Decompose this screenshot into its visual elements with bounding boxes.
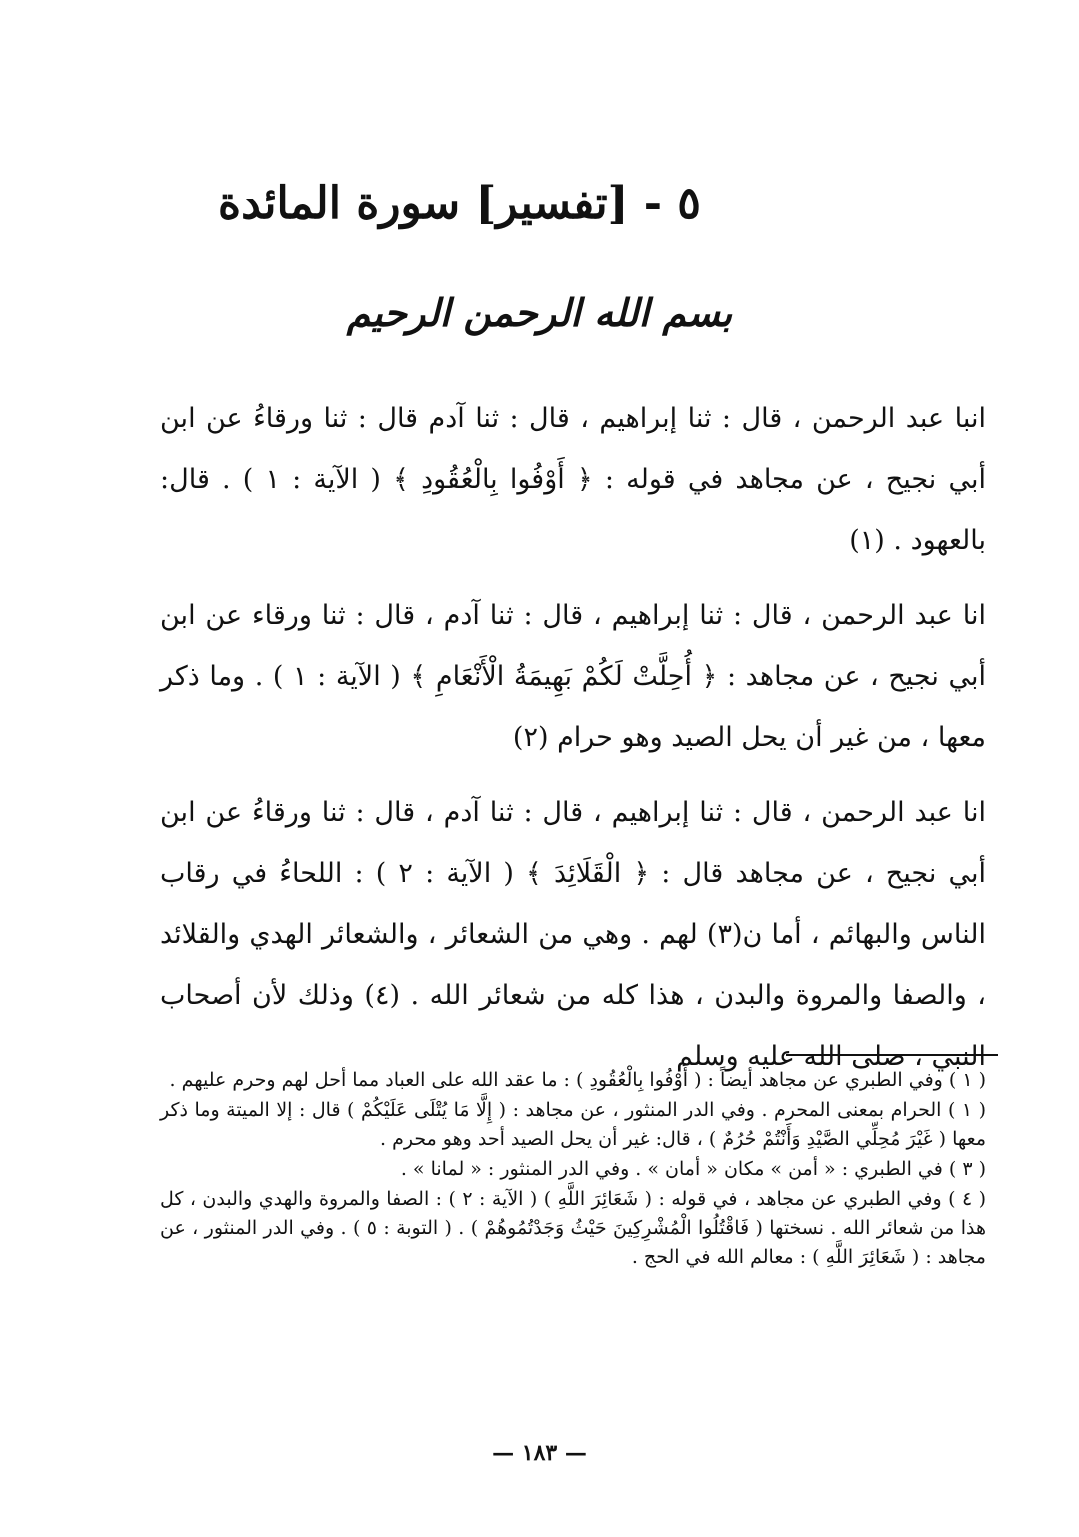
paragraph: انا عبد الرحمن ، قال : ثنا إبراهيم ، قال : ثنا آدم ، قال : ثنا ورقاء عن ابن أبي نجيح ، عن مجاهد : ﴿ أُحِلَّتْ لَكُمْ بَهِيمَةُ الْأَنْعَامِ ﴾ ( الآية : ١ ) . وما ذكر معها ، من غير أن يحل الصيد وهو حرام (٢) <box>160 600 986 753</box>
footnote: ( ١ ) وفي الطبري عن مجاهد أيضاً : ( أَوْفُوا بِالْعُقُودِ ) : ما عقد الله على العباد مما أحل لهم وحرم عليهم . <box>169 1069 986 1091</box>
main-text <box>160 388 986 1101</box>
footnote: ( ١ ) الحرام بمعنى المحرم . وفي الدر المنثور ، عن مجاهد : ( إِلَّا مَا يُتْلَى عَلَيْكُمْ ) قال : إلا الميتة وما ذكر معها ( غَيْرَ مُحِلِّي الصَّيْدِ وَأَنْتُمْ حُرُمٌ ) ، قال: غير أن يحل الصيد أحد وهو محرم . <box>160 1099 987 1150</box>
footnote: ( ٤ ) وفي الطبري عن مجاهد ، في قوله : ( شَعَائِرَ اللَّهِ ) ( الآية : ٢ ) : الصفا والمروة والهدي والبدن ، كل هذا من شعائر الله . نسختها ( فَاقْتُلُوا الْمُشْرِكِينَ حَيْثُ وَجَدْتُمُوهُمْ ) . ( التوبة : ٥ ) . وفي الدر المنثور ، عن مجاهد : ( شَعَائِرَ اللَّهِ ) : معالم الله في الحج . <box>160 1188 986 1268</box>
paragraph: انا عبد الرحمن ، قال : ثنا إبراهيم ، قال : ثنا آدم ، قال : ثنا ورقاءُ عن ابن أبي نجيح ، عن مجاهد قال : ﴿ الْقَلَائِدَ ﴾ ( الآية : ٢ ) : اللحاءُ في رقاب الناس والبهائم ، أما ن(٣) لهم . وهي من الشعائر ، والشعائر الهدي والقلائد ، والصفا والمروة والبدن ، هذا كله من شعائر الله . (٤) وذلك لأن أصحاب النبي ، صلى الله عليه وسلم <box>160 797 987 1072</box>
basmala-calligraphy: بسم الله الرحمن الرحيم <box>346 290 733 335</box>
page-number: — ١٨٣ — <box>492 1440 587 1466</box>
chapter-title: ٥ - [تفسير] سورة المائدة <box>218 178 701 229</box>
footnote-divider <box>786 1054 998 1056</box>
footnotes <box>160 1066 986 1273</box>
footnote: ( ٣ ) في الطبري : « أمن » مكان « أمان » . وفي الدر المنثور : « لمانا » . <box>400 1158 986 1180</box>
paragraph: انبا عبد الرحمن ، قال : ثنا إبراهيم ، قال : ثنا آدم قال : ثنا ورقاءُ عن ابن أبي نجيح ، عن مجاهد في قوله : ﴿ أَوْفُوا بِالْعُقُودِ ﴾ ( الآية : ١ ) . قال: بالعهود . (١) <box>160 403 986 556</box>
